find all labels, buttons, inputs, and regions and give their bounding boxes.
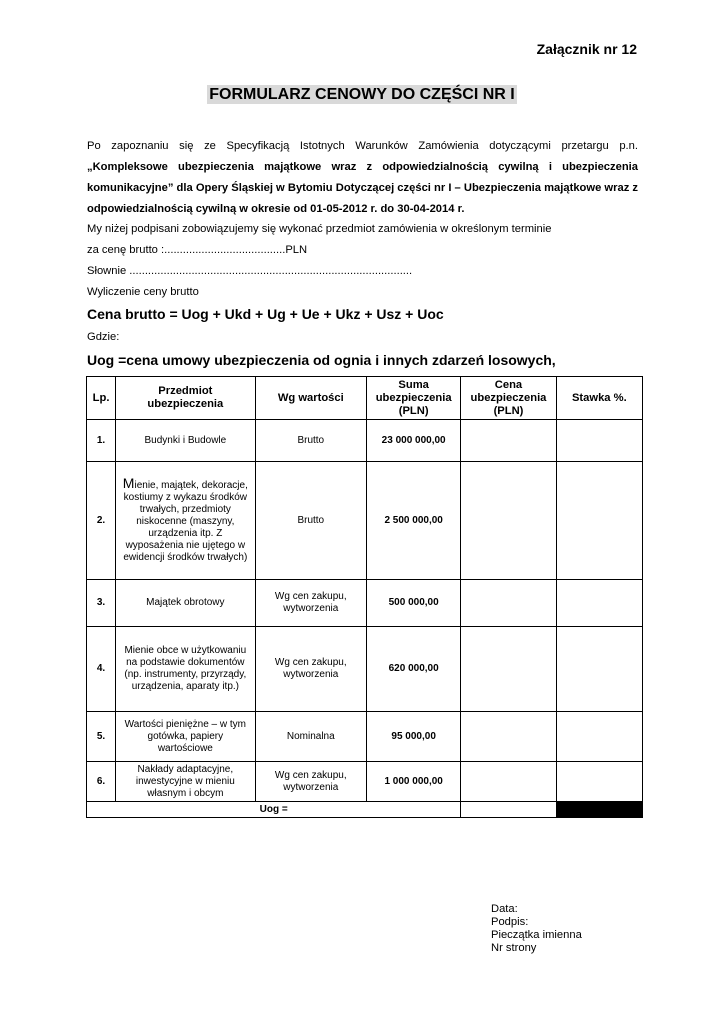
row-subject: Mienie obce w użytkowaniu na podstawie dokumentów (np. instrumenty, przyrządy, urządzenia, aparaty itp.) bbox=[116, 627, 256, 712]
header-rate: Stawka %. bbox=[556, 377, 642, 420]
row-lp: 6. bbox=[87, 762, 116, 802]
total-rate-blacked-cell bbox=[556, 802, 642, 818]
row-price-cell[interactable] bbox=[461, 627, 556, 712]
price-table bbox=[86, 376, 643, 818]
row-lp: 4. bbox=[87, 627, 116, 712]
calculation-label: Wyliczenie ceny brutto bbox=[87, 286, 199, 298]
row-rate-cell[interactable] bbox=[556, 580, 642, 627]
header-subject: Przedmiot ubezpieczenia bbox=[116, 377, 256, 420]
page-title: FORMULARZ CENOWY DO CZĘŚCI NR I bbox=[209, 86, 515, 103]
header-lp: Lp. bbox=[87, 377, 116, 420]
row-rate-cell[interactable] bbox=[556, 462, 642, 580]
row-valuation: Nominalna bbox=[255, 712, 366, 762]
row-sum: 23 000 000,00 bbox=[366, 420, 460, 462]
total-label: Uog = bbox=[87, 802, 461, 818]
table-row bbox=[87, 712, 643, 762]
row-subject: Nakłady adaptacyjne, inwestycyjne w mieniu własnym i obcym bbox=[116, 762, 256, 802]
row-sum: 2 500 000,00 bbox=[366, 462, 460, 580]
row-price-cell[interactable] bbox=[461, 462, 556, 580]
gross-price-line: za cenę brutto :.......................................PLN bbox=[87, 244, 308, 256]
signature-block bbox=[491, 903, 582, 955]
row-price-cell[interactable] bbox=[461, 762, 556, 802]
intro-paragraph bbox=[87, 136, 638, 220]
where-label: Gdzie: bbox=[87, 331, 120, 343]
header-price: Cena ubezpieczenia (PLN) bbox=[461, 377, 556, 420]
page-number-label: Nr strony bbox=[491, 942, 537, 954]
row-price-cell[interactable] bbox=[461, 712, 556, 762]
table-row bbox=[87, 462, 643, 580]
row-subject-initial: M bbox=[122, 475, 135, 491]
signature-label: Podpis: bbox=[491, 916, 529, 928]
row-rate-cell[interactable] bbox=[556, 712, 642, 762]
intro-text: Po zapoznaniu się ze Specyfikacją Istotnych Warunków Zamówienia dotyczącymi przetargu p.n. bbox=[87, 140, 638, 152]
uog-definition: Uog =cena umowy ubezpieczenia od ognia i innych zdarzeń losowych, bbox=[87, 352, 556, 368]
row-rate-cell[interactable] bbox=[556, 762, 642, 802]
row-lp: 5. bbox=[87, 712, 116, 762]
table-row bbox=[87, 580, 643, 627]
row-lp: 3. bbox=[87, 580, 116, 627]
row-valuation: Brutto bbox=[255, 420, 366, 462]
row-lp: 2. bbox=[87, 462, 116, 580]
row-sum: 620 000,00 bbox=[366, 627, 460, 712]
row-sum: 1 000 000,00 bbox=[366, 762, 460, 802]
tender-name: „Kompleksowe ubezpieczenia majątkowe wraz z odpowiedzialnością cywilną i ubezpieczenia komunikacyjne” dla Opery Śląskiej w Bytomiu Dotyczącej części nr I – Ubezpieczenia majątkowe wraz z odpowiedzialnością cywilną w okresie od 01-05-2012 r. do 30-04-2014 r. bbox=[87, 161, 638, 215]
price-in-words-line: Słownie ........................................................................................... bbox=[87, 265, 413, 277]
row-subject: Wartości pieniężne – w tym gotówka, papiery wartościowe bbox=[116, 712, 256, 762]
stamp-label: Pieczątka imienna bbox=[491, 929, 582, 941]
row-valuation: Wg cen zakupu, wytworzenia bbox=[255, 762, 366, 802]
row-valuation: Brutto bbox=[255, 462, 366, 580]
row-subject: Majątek obrotowy bbox=[116, 580, 256, 627]
table-row bbox=[87, 762, 643, 802]
row-subject: Budynki i Budowle bbox=[116, 420, 256, 462]
table-header-row bbox=[87, 377, 643, 420]
table-row bbox=[87, 627, 643, 712]
attachment-number: Załącznik nr 12 bbox=[536, 41, 637, 57]
header-valuation: Wg wartości bbox=[255, 377, 366, 420]
row-valuation: Wg cen zakupu, wytworzenia bbox=[255, 580, 366, 627]
row-subject: ienie, majątek, dekoracje, kostiumy z wykazu środków trwałych, przedmioty niskocenne (maszyny, urządzenia itp. Z wyposażenia nie ujętego w ewidencji środków trwałych) bbox=[123, 480, 248, 563]
row-rate-cell[interactable] bbox=[556, 627, 642, 712]
commitment-text: My niżej podpisani zobowiązujemy się wykonać przedmiot zamówienia w określonym terminie bbox=[87, 223, 552, 235]
row-rate-cell[interactable] bbox=[556, 420, 642, 462]
row-price-cell[interactable] bbox=[461, 580, 556, 627]
price-formula: Cena brutto = Uog + Ukd + Ug + Ue + Ukz + Usz + Uoc bbox=[87, 306, 444, 322]
date-label: Data: bbox=[491, 903, 518, 915]
row-subject-cell bbox=[116, 462, 256, 580]
row-valuation: Wg cen zakupu, wytworzenia bbox=[255, 627, 366, 712]
total-price-cell[interactable] bbox=[461, 802, 556, 818]
row-sum: 95 000,00 bbox=[366, 712, 460, 762]
row-price-cell[interactable] bbox=[461, 420, 556, 462]
row-lp: 1. bbox=[87, 420, 116, 462]
page-title-wrapper bbox=[0, 86, 724, 104]
total-row bbox=[87, 802, 643, 818]
table-row bbox=[87, 420, 643, 462]
row-sum: 500 000,00 bbox=[366, 580, 460, 627]
header-sum: Suma ubezpieczenia (PLN) bbox=[366, 377, 460, 420]
